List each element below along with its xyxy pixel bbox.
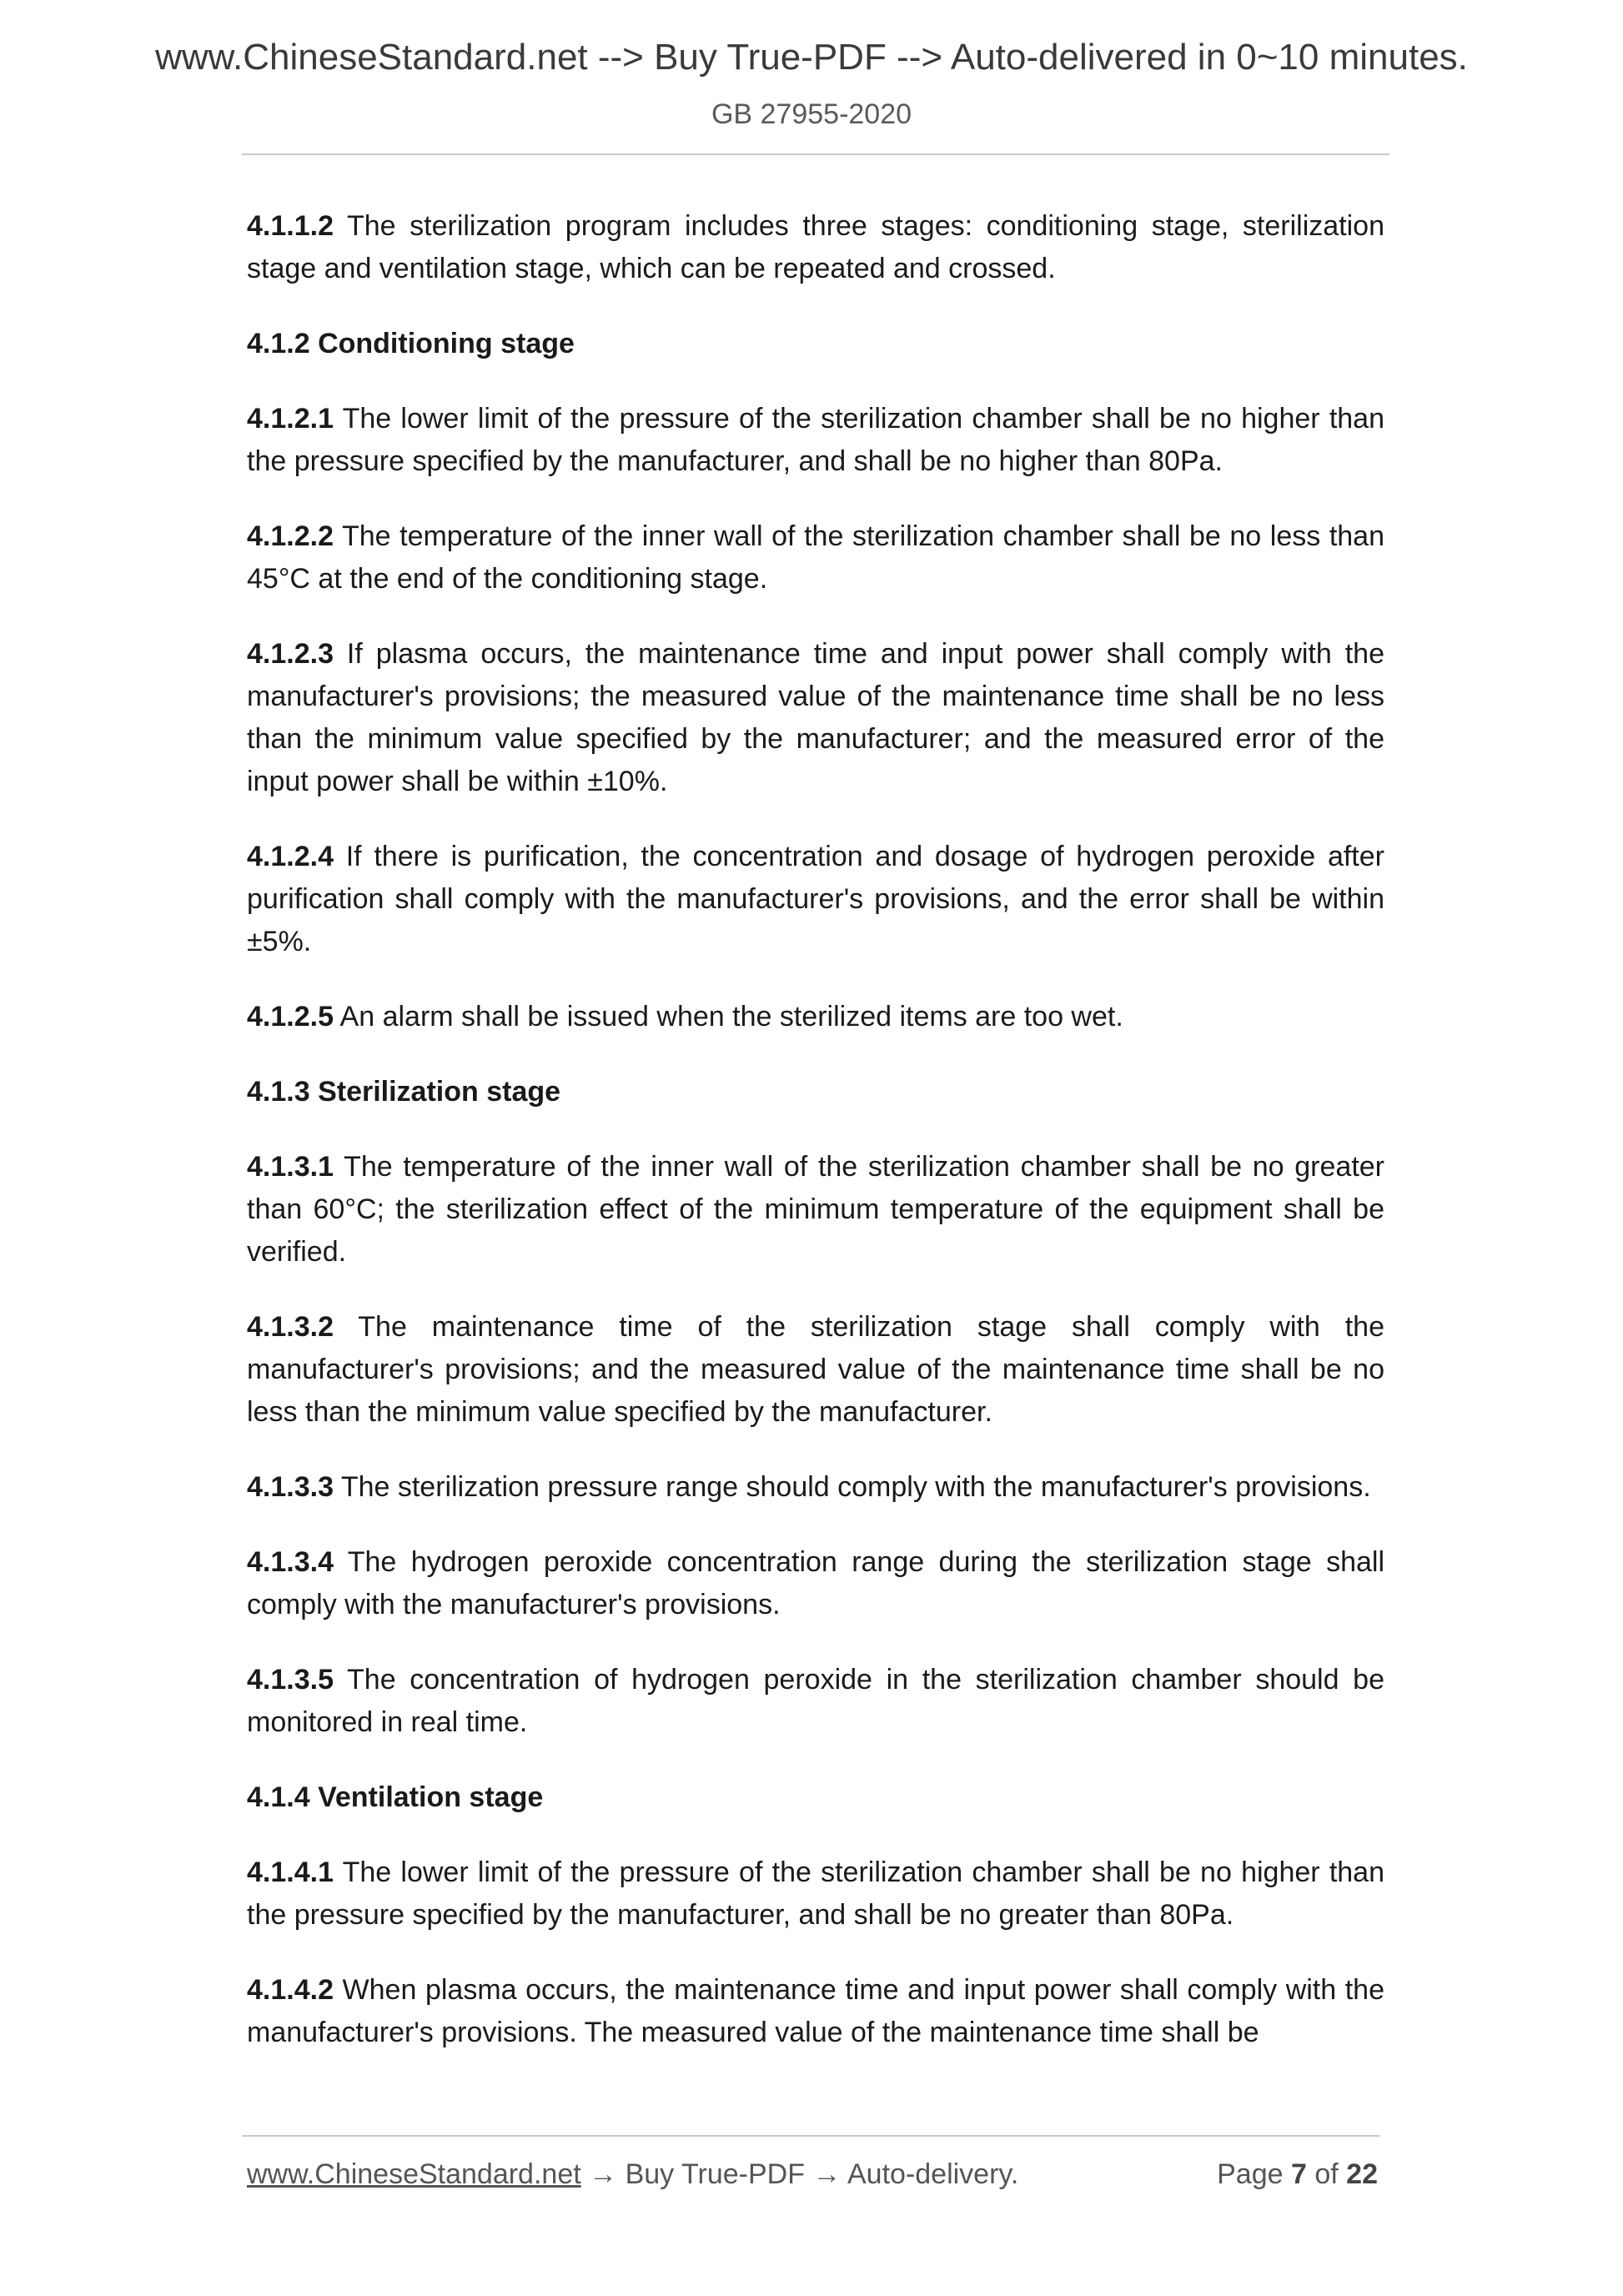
clause-number: 4.1.3.5	[247, 1664, 334, 1696]
clause-text: The temperature of the inner wall of the sterilization chamber shall be no less than 45°C at the end of the conditioning stage.	[247, 520, 1384, 595]
page-label: Page	[1217, 2158, 1284, 2190]
header-divider	[242, 153, 1389, 155]
clause-number: 4.1.3.1	[247, 1151, 334, 1183]
clause-number: 4.1.1.2	[247, 210, 334, 242]
clause-number: 4.1.2.5	[247, 1001, 334, 1032]
clause-number: 4.1.4.2	[247, 1974, 334, 2006]
clause-4-1-2-1	[247, 398, 1384, 483]
clause-4-1-3-2	[247, 1306, 1384, 1434]
current-page-number: 7	[1290, 2158, 1307, 2190]
clause-number: 4.1.2.4	[247, 841, 334, 872]
clause-4-1-1-2	[247, 205, 1384, 290]
footer-divider	[242, 2135, 1379, 2137]
page-indicator	[1217, 2158, 1378, 2191]
clause-4-1-3-3	[247, 1466, 1384, 1509]
clause-number: 4.1.3.2	[247, 1311, 334, 1343]
clause-number: 4.1.3.3	[247, 1471, 334, 1503]
clause-number: 4.1.4.1	[247, 1856, 334, 1888]
of-label: of	[1314, 2158, 1339, 2190]
clause-number: 4.1.2.3	[247, 638, 334, 670]
footer-promo-text: → Buy True-PDF → Auto-delivery.	[580, 2158, 1019, 2190]
document-body	[247, 205, 1384, 2087]
clause-4-1-4-2	[247, 1969, 1384, 2054]
clause-4-1-2-3	[247, 633, 1384, 803]
clause-text: The sterilization pressure range should comply with the manufacturer's provisions.	[333, 1471, 1371, 1503]
clause-text: The maintenance time of the sterilization stage shall comply with the manufacturer's provisions; and the measured value of the maintenance time shall be no less than the minimum value specified by the manufacturer.	[247, 1311, 1384, 1428]
top-banner: www.ChineseStandard.net --> Buy True-PDF --> Auto-delivered in 0~10 minutes.	[155, 37, 1468, 78]
clause-4-1-2-2	[247, 515, 1384, 600]
clause-number: 4.1.2.2	[247, 520, 334, 552]
section-heading-4-1-4: 4.1.4 Ventilation stage	[247, 1781, 544, 1813]
clause-text: The temperature of the inner wall of the sterilization chamber shall be no greater than 60°C; the sterilization effect of the minimum temperature of the equipment shall be verified.	[247, 1151, 1384, 1268]
clause-text: When plasma occurs, the maintenance time and input power shall comply with the manufacturer's provisions. The measured value of the maintenance time shall be	[247, 1974, 1384, 2048]
section-heading-4-1-2: 4.1.2 Conditioning stage	[247, 328, 575, 359]
clause-text: An alarm shall be issued when the sterilized items are too wet.	[333, 1001, 1123, 1032]
clause-number: 4.1.3.4	[247, 1546, 334, 1578]
total-page-count: 22	[1346, 2158, 1378, 2190]
clause-4-1-2-4	[247, 836, 1384, 963]
clause-4-1-4-1	[247, 1851, 1384, 1937]
clause-4-1-3-5	[247, 1659, 1384, 1744]
clause-number: 4.1.2.1	[247, 403, 334, 435]
clause-text: The hydrogen peroxide concentration range during the sterilization stage shall comply with the manufacturer's provisions.	[247, 1546, 1384, 1620]
clause-4-1-2-5	[247, 996, 1384, 1038]
clause-text: If there is purification, the concentration and dosage of hydrogen peroxide after purification shall comply with the manufacturer's provisions, and the error shall be within ±5%.	[247, 841, 1384, 957]
clause-4-1-3-1	[247, 1146, 1384, 1274]
footer-site-link[interactable]: www.ChineseStandard.net	[247, 2158, 581, 2190]
footer-promo	[247, 2158, 1018, 2191]
clause-text: If plasma occurs, the maintenance time and input power shall comply with the manufacturer's provisions; the measured value of the maintenance time shall be no less than the minimum value specified by the manufacturer; and the measured error of the input power shall be within ±10%.	[247, 638, 1384, 797]
clause-4-1-3-4	[247, 1541, 1384, 1626]
section-heading-4-1-3: 4.1.3 Sterilization stage	[247, 1076, 561, 1108]
clause-text: The lower limit of the pressure of the sterilization chamber shall be no higher than the pressure specified by the manufacturer, and shall be no higher than 80Pa.	[247, 403, 1384, 477]
document-code: GB 27955-2020	[711, 98, 912, 130]
clause-text: The concentration of hydrogen peroxide in the sterilization chamber should be monitored in real time.	[247, 1664, 1384, 1738]
clause-text: The sterilization program includes three stages: conditioning stage, sterilization stage and ventilation stage, which can be repeated and crossed.	[247, 210, 1384, 284]
clause-text: The lower limit of the pressure of the sterilization chamber shall be no higher than the pressure specified by the manufacturer, and shall be no greater than 80Pa.	[247, 1856, 1384, 1931]
